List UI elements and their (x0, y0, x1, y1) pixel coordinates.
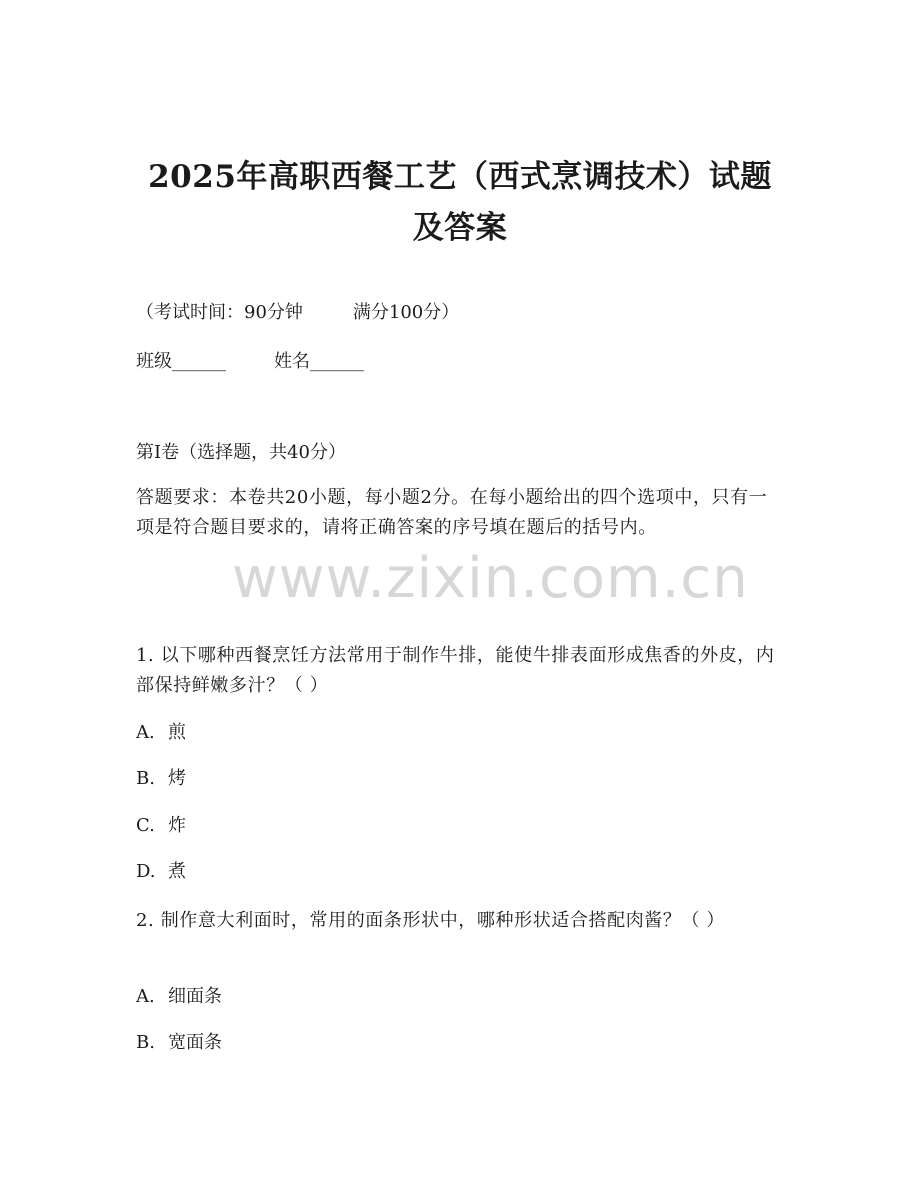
question-2-option-a (136, 985, 222, 1009)
student-info (136, 350, 364, 374)
class-field: 班级______ (136, 351, 226, 372)
question-1-text: 1. 以下哪种西餐烹饪方法常用于制作牛排，能使牛排表面形成焦香的外皮，内部保持鲜嫩多汁？（ ） (136, 645, 775, 696)
option-text: 煮 (168, 861, 186, 882)
name-field: 姓名______ (274, 351, 364, 372)
instructions: 答题要求：本卷共20小题，每小题2分。在每小题给出的四个选项中，只有一项是符合题目要求的，请将正确答案的序号填在题后的括号内。 (136, 487, 768, 538)
question-1-option-c (136, 814, 186, 838)
option-text: 煎 (168, 722, 186, 743)
title-line-1: 2025年高职西餐工艺（西式烹调技术）试题 (148, 159, 772, 195)
question-1-option-d (136, 860, 186, 884)
watermark: www.zixin.com.cn (232, 546, 749, 611)
option-letter: D. (136, 861, 156, 882)
option-letter: A. (136, 722, 155, 743)
exam-time: （考试时间：90分钟 (136, 302, 303, 323)
option-letter: B. (136, 768, 155, 789)
full-score: 满分100分） (352, 302, 460, 323)
option-letter: A. (136, 986, 155, 1007)
option-text: 宽面条 (168, 1032, 222, 1053)
option-text: 炸 (168, 815, 186, 836)
section-heading: 第I卷（选择题，共40分） (136, 442, 347, 463)
question-2-text: 2. 制作意大利面时，常用的面条形状中，哪种形状适合搭配肉酱？（ ） (136, 910, 726, 931)
option-text: 烤 (168, 768, 186, 789)
title-line-2: 及答案 (412, 210, 508, 246)
question-1-option-b (136, 767, 186, 791)
option-text: 细面条 (168, 986, 222, 1007)
question-1-option-a (136, 721, 186, 745)
option-letter: C. (136, 815, 155, 836)
document-title (100, 152, 820, 254)
question-2-option-b (136, 1031, 222, 1055)
option-letter: B. (136, 1032, 155, 1053)
exam-info (136, 301, 459, 325)
